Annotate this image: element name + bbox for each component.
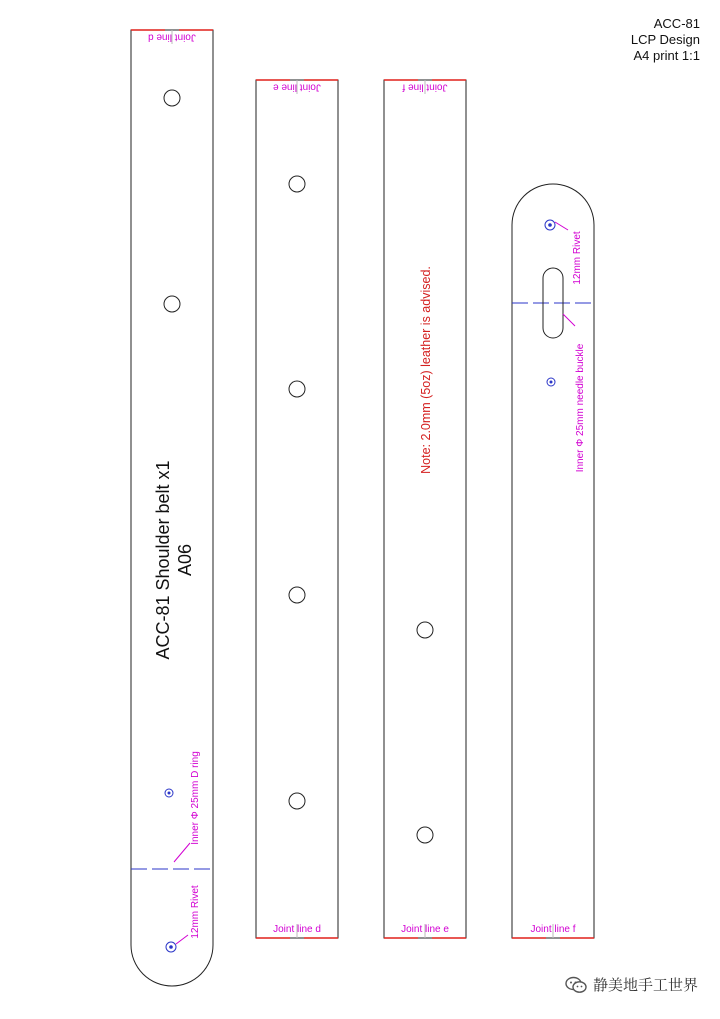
sheet-header xyxy=(631,16,700,64)
rivet-hole-center xyxy=(169,945,173,949)
wechat-icon xyxy=(565,976,587,994)
buckle-end-outline xyxy=(512,184,594,938)
needle-buckle-label: Inner Φ 25mm needle buckle xyxy=(575,343,586,473)
buckle-bottom-joint-label: Joint line f xyxy=(530,924,576,935)
d-ring-label: Inner Φ 25mm D ring xyxy=(190,751,201,845)
print-scale-note: A4 print 1:1 xyxy=(633,48,700,63)
leader-line xyxy=(174,843,190,862)
leader-line xyxy=(555,222,568,230)
punch-hole xyxy=(417,622,433,638)
punch-hole xyxy=(289,587,305,603)
watermark-text: 静美地手工世界 xyxy=(592,976,698,994)
punch-hole xyxy=(164,90,180,106)
rivet-hole-center xyxy=(548,223,552,227)
leader-line xyxy=(176,935,188,944)
strip2-bottom-joint-label: Joint line d xyxy=(273,924,321,935)
strip3-top-joint-label: Joint line f xyxy=(402,81,448,93)
buckle-rivet-label: 12mm Rivet xyxy=(572,231,583,285)
leader-line xyxy=(563,314,575,326)
punch-hole xyxy=(289,176,305,192)
strip3-bottom-joint-label: Joint line e xyxy=(401,924,449,935)
shoulder-belt-rivet-label: 12mm Rivet xyxy=(190,885,201,939)
shoulder-belt-part-number: A06 xyxy=(175,543,195,577)
rivet-mark-center xyxy=(550,381,553,384)
strip-outline xyxy=(384,80,466,938)
watermark xyxy=(565,974,698,995)
designer-name: LCP Design xyxy=(630,32,700,47)
punch-hole xyxy=(289,381,305,397)
pattern-code: ACC-81 xyxy=(653,16,700,31)
punch-hole xyxy=(289,793,305,809)
punch-hole xyxy=(164,296,180,312)
strip-piece-e-d xyxy=(256,80,338,938)
rivet-mark-center xyxy=(168,792,171,795)
buckle-end-piece xyxy=(512,184,594,938)
shoulder-belt-top-joint-label: Joint line d xyxy=(148,31,196,43)
shoulder-belt-piece xyxy=(131,30,213,986)
shoulder-belt-title: ACC-81 Shoulder belt x1 xyxy=(153,460,173,660)
strip-piece-f-e xyxy=(384,80,466,938)
strip2-top-joint-label: Joint line e xyxy=(273,81,321,93)
punch-hole xyxy=(417,827,433,843)
leather-thickness-note: Note: 2.0mm (5oz) leather is advised. xyxy=(419,266,433,474)
